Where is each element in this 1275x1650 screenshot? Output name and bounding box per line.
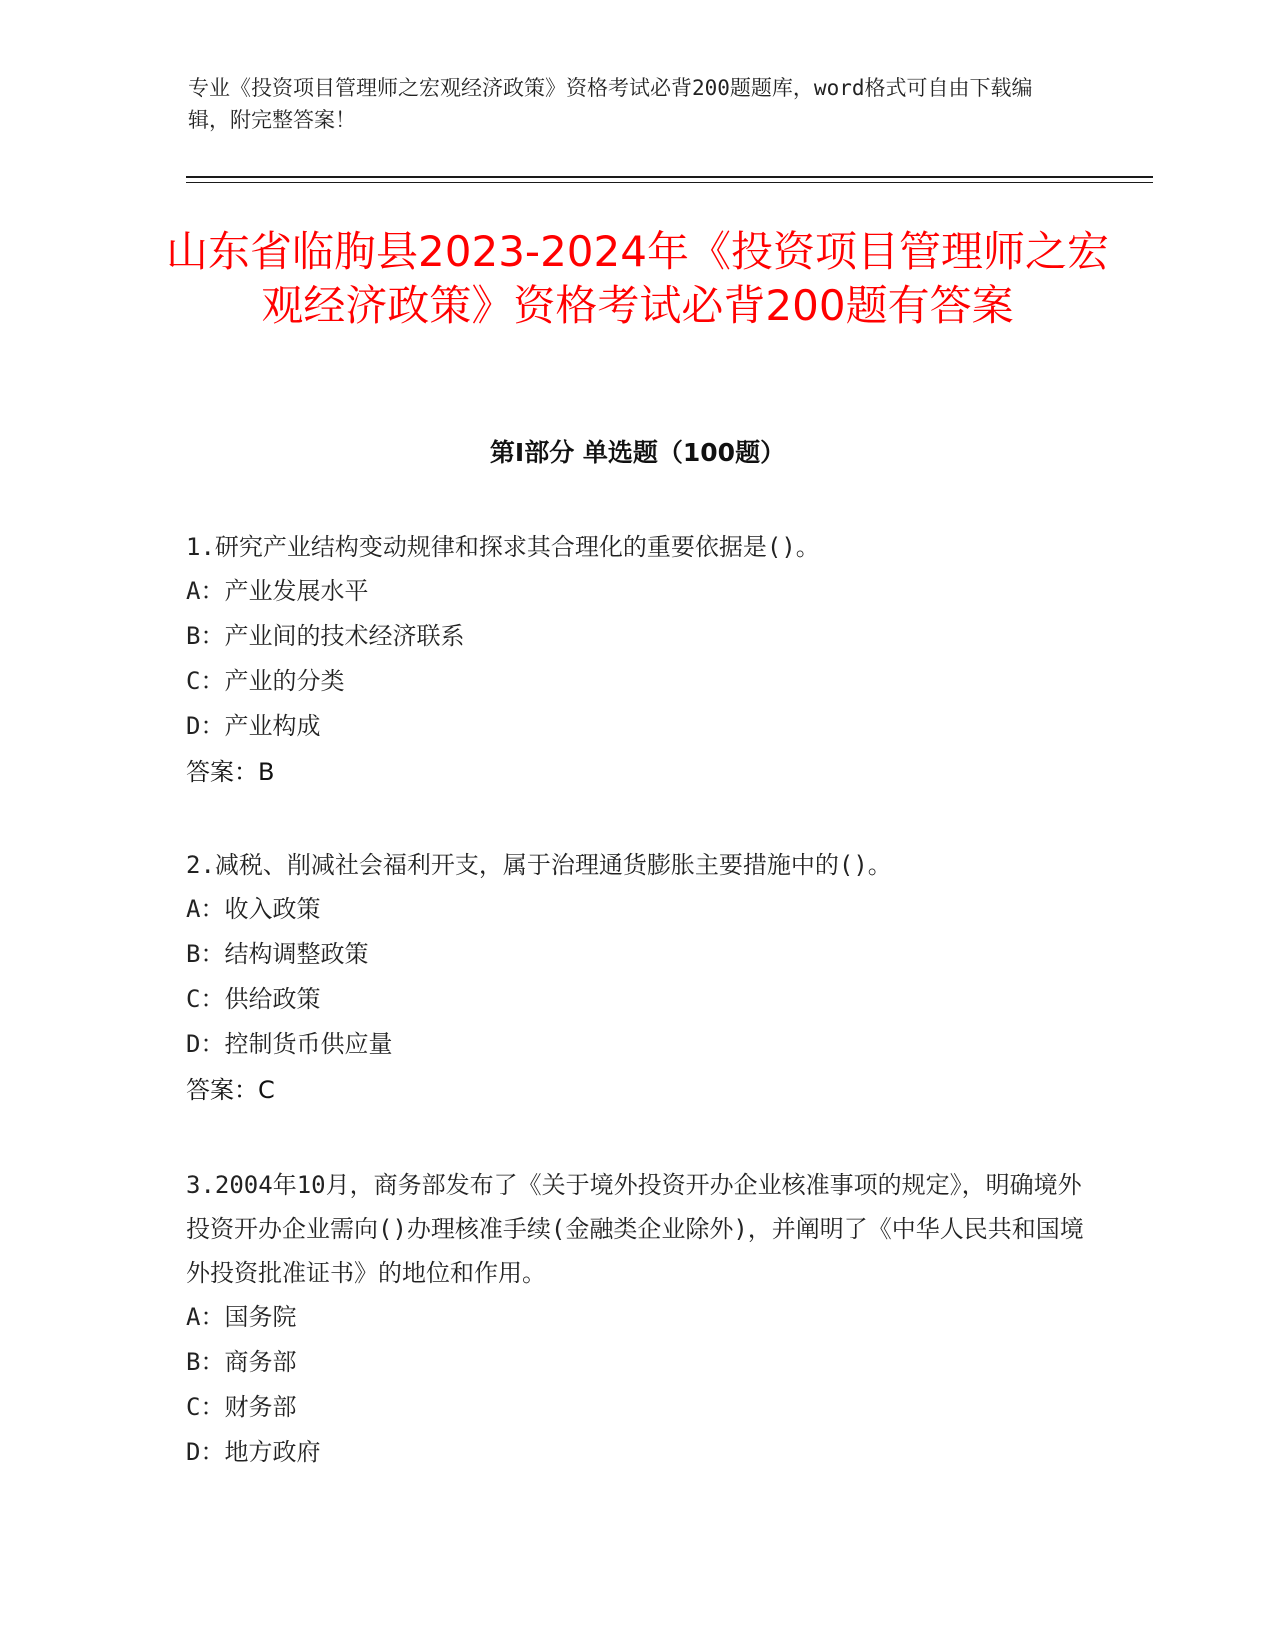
option-b: B：结构调整政策	[186, 940, 369, 968]
option-b: B：商务部	[186, 1348, 297, 1376]
question-stem: 1.研究产业结构变动规律和探求其合理化的重要依据是()。	[186, 533, 820, 561]
header-divider-thick	[186, 176, 1153, 178]
question-stem: 2.减税、削减社会福利开支，属于治理通货膨胀主要措施中的()。	[186, 851, 892, 879]
answer: 答案：C	[186, 1076, 275, 1104]
option-d: D：控制货币供应量	[186, 1030, 393, 1058]
question-3	[186, 1163, 1086, 1475]
option-d: D：地方政府	[186, 1438, 321, 1466]
header-note: 专业《投资项目管理师之宏观经济政策》资格考试必背200题题库，word格式可自由下载编辑，附完整答案！	[188, 76, 1033, 132]
question-2	[186, 843, 1086, 1113]
document-title: 山东省临朐县2023-2024年《投资项目管理师之宏观经济政策》资格考试必背200题有答案	[166, 227, 1109, 330]
header-divider-thin	[186, 182, 1153, 183]
answer: 答案：B	[186, 758, 275, 786]
section-heading: 第I部分 单选题（100题）	[489, 438, 786, 467]
option-c: C：供给政策	[186, 985, 321, 1013]
option-a: A：国务院	[186, 1303, 297, 1331]
question-stem: 3.2004年10月，商务部发布了《关于境外投资开办企业核准事项的规定》，明确境外投资开办企业需向()办理核准手续(金融类企业除外)，并阐明了《中华人民共和国境外投资批准证书》的地位和作用。	[186, 1171, 1084, 1287]
option-d: D：产业构成	[186, 712, 321, 740]
question-1	[186, 525, 1086, 795]
option-b: B：产业间的技术经济联系	[186, 622, 465, 650]
option-c: C：产业的分类	[186, 667, 345, 695]
option-a: A：收入政策	[186, 895, 321, 923]
option-a: A：产业发展水平	[186, 577, 369, 605]
option-c: C：财务部	[186, 1393, 297, 1421]
